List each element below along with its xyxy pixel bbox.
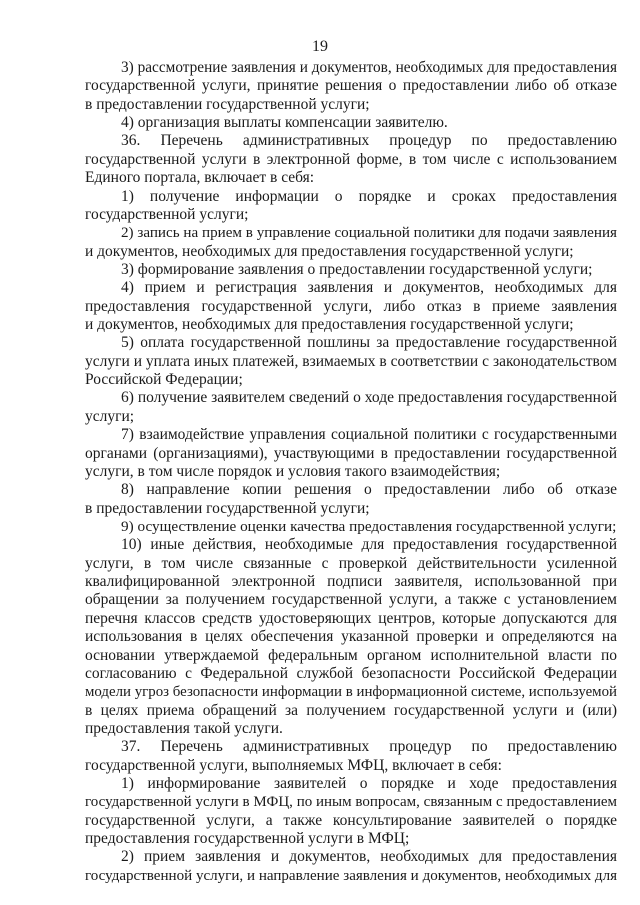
text-line: и документов, необходимых для предоставления государственной услуги; (85, 316, 574, 334)
text-line: 6) получение заявителем сведений о ходе предоставления государственной (121, 389, 617, 407)
text-line: 5) оплата государственной пошлины за предоставление государственной (121, 334, 617, 352)
text-line: Единого портала, включает в себя: (85, 169, 315, 187)
text-line: предоставления государственной услуги в МФЦ; (85, 830, 410, 848)
text-line: государственной услуги в МФЦ, по иным вопросам, связанным с предоставлением (85, 794, 617, 811)
text-line: государственной услуги; (85, 205, 249, 223)
text-line: 37. Перечень административных процедур по предоставлению (121, 738, 617, 756)
text-line: в предоставлении государственной услуги; (85, 499, 370, 517)
text-line: государственной услуги, а также консультирование заявителей о порядке (85, 811, 617, 829)
text-line: 36. Перечень административных процедур по предоставлению (121, 132, 617, 150)
text-line: квалифицированной электронной подписи заявителя, использованной при (85, 573, 617, 591)
text-line: 8) направление копии решения о предоставлении либо об отказе (121, 481, 617, 499)
text-line: государственной услуги, принятие решения о предоставлении либо об отказе (85, 77, 617, 95)
text-line: и документов, необходимых для предоставления государственной услуги; (85, 242, 574, 260)
text-line: предоставления такой услуги. (85, 719, 283, 737)
text-line: 1) получение информации о порядке и сроках предоставления (121, 187, 617, 205)
text-line: государственной услуги, выполняемых МФЦ, включает в себя: (85, 756, 502, 774)
text-line: государственной услуги в электронной форме, в том числе с использованием (85, 150, 617, 168)
page-number: 19 (312, 38, 328, 55)
text-line: 4) организация выплаты компенсации заявителю. (121, 114, 448, 132)
text-line: услуги, в том числе порядок и условия такого взаимодействия; (85, 462, 501, 480)
text-line: обращении за получением государственной услуги, а также с установлением (85, 591, 617, 609)
text-line: модели угроз безопасности информации в информационной системе, используемой (85, 684, 617, 701)
text-line: использования в целях обеспечения указанной проверки и определяются на (85, 628, 617, 646)
text-line: предоставления государственной услуги, либо отказ в приеме заявления (85, 297, 617, 315)
text-line: Российской Федерации; (85, 371, 243, 389)
document-body (85, 59, 617, 885)
text-line: 3) формирование заявления о предоставлении государственной услуги; (121, 260, 593, 278)
text-line: 4) прием и регистрация заявления и документов, необходимых для (121, 279, 617, 297)
text-line: органами (организациями), участвующими в предоставлении государственной (85, 444, 617, 462)
text-line: услуги и уплата иных платежей, взимаемых в соответствии с законодательством (85, 352, 617, 370)
text-line: 9) осуществление оценки качества предоставления государственной услуги; (121, 517, 617, 535)
text-line: 3) рассмотрение заявления и документов, необходимых для предоставления (121, 59, 617, 76)
text-line: государственной услуги, и направление заявления и документов, необходимых для (85, 867, 617, 884)
text-line: 10) иные действия, необходимые для предоставления государственной (121, 536, 617, 554)
text-line: основании утверждаемой федеральным органом исполнительной власти по (85, 646, 617, 664)
text-line: услуги; (85, 407, 135, 425)
text-line: согласованию с Федеральной службой безопасности Российской Федерации (85, 664, 617, 682)
text-line: услуги, в том числе связанные с проверкой действительности усиленной (85, 554, 617, 572)
text-line: перечня классов средств удостоверяющих центров, которые допускаются для (85, 609, 617, 627)
text-line: в целях приема обращений за получением государственной услуги и (или) (85, 701, 617, 719)
text-line: 1) информирование заявителей о порядке и ходе предоставления (121, 775, 617, 793)
text-line: 2) запись на прием в управление социальной политики для подачи заявления (121, 225, 617, 242)
text-line: 7) взаимодействие управления социальной политики с государственными (121, 426, 617, 444)
text-line: 2) прием заявления и документов, необходимых для предоставления (121, 848, 617, 866)
text-line: в предоставлении государственной услуги; (85, 95, 370, 113)
